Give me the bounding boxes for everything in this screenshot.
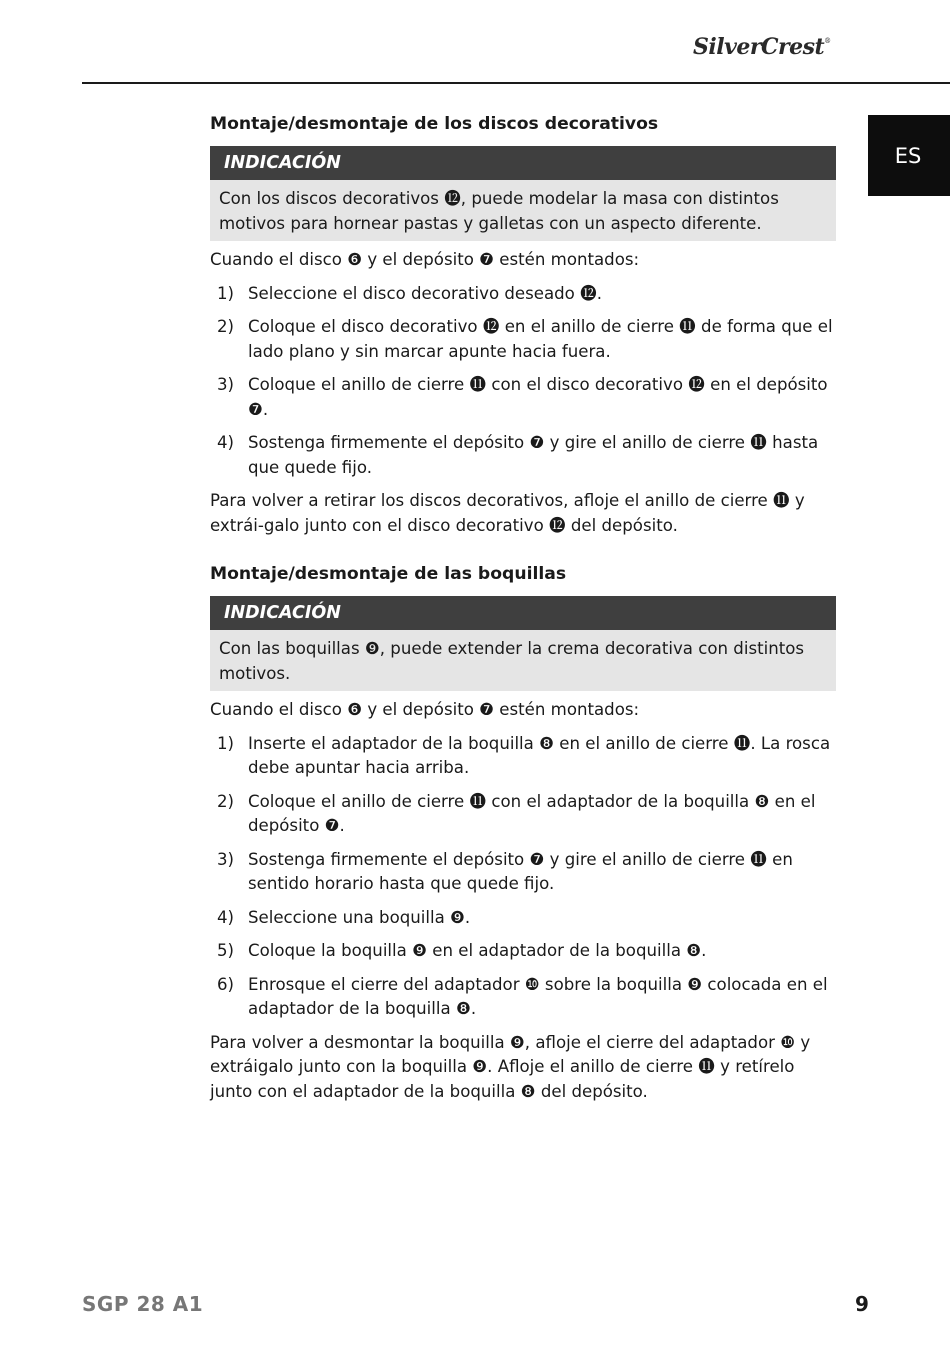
steps-list bbox=[210, 282, 836, 481]
list-item bbox=[210, 732, 836, 781]
step-text: Inserte el adaptador de la boquilla ❽ en el anillo de cierre ⓫. La rosca debe apuntar hacia arriba. bbox=[248, 733, 831, 777]
step-text: Sostenga firmemente el depósito ❼ y gire el anillo de cierre ⓫ hasta que quede fijo. bbox=[248, 433, 819, 477]
footer-page-number: 9 bbox=[855, 1292, 869, 1316]
step-number: 6) bbox=[217, 974, 235, 994]
list-item bbox=[210, 848, 836, 897]
note-box bbox=[210, 146, 836, 241]
section-title: Montaje/desmontaje de las boquillas bbox=[210, 564, 567, 584]
section-decorative-discs bbox=[210, 111, 836, 538]
note-text: Con las boquillas ❾, puede extender la crema decorativa con distintos motivos. bbox=[210, 630, 836, 691]
list-item bbox=[210, 939, 836, 964]
step-number: 2) bbox=[217, 791, 235, 811]
step-text: Coloque el disco decorativo ⓬ en el anillo de cierre ⓫ de forma que el lado plano y sin marcar apunte hacia fuera. bbox=[248, 317, 833, 361]
list-item bbox=[210, 431, 836, 480]
section-nozzles bbox=[210, 561, 836, 1104]
section-closing: Para volver a desmontar la boquilla ❾, afloje el cierre del adaptador ❿ y extráigalo junto con la boquilla ❾. Afloje el anillo de cierre ⓫ y retírelo junto con el adaptador de la boquilla ❽ del depósito. bbox=[210, 1032, 811, 1101]
step-number: 2) bbox=[217, 317, 235, 336]
brand-name: SilverCrest bbox=[693, 34, 825, 60]
section-title: Montaje/desmontaje de los discos decorativos bbox=[210, 114, 659, 134]
step-number: 5) bbox=[217, 941, 235, 960]
step-text: Coloque el anillo de cierre ⓫ con el disco decorativo ⓬ en el depósito ❼. bbox=[248, 375, 828, 419]
list-item bbox=[210, 373, 836, 422]
steps-list bbox=[210, 732, 836, 1022]
note-label: INDICACIÓN bbox=[210, 146, 836, 180]
list-item bbox=[210, 973, 836, 1022]
list-item bbox=[210, 282, 836, 307]
page-content bbox=[210, 111, 836, 1104]
note-label: INDICACIÓN bbox=[210, 596, 836, 630]
list-item bbox=[210, 790, 836, 839]
step-text: Seleccione el disco decorativo deseado ⓬. bbox=[248, 283, 602, 303]
language-tab: ES bbox=[868, 115, 950, 196]
section-closing: Para volver a retirar los discos decorativos, afloje el anillo de cierre ⓫ y extrái-galo junto con el disco decorativo ⓬ del depósito. bbox=[210, 491, 805, 535]
step-text: Coloque el anillo de cierre ⓫ con el adaptador de la boquilla ❽ en el depósito ❼. bbox=[248, 791, 816, 835]
note-box bbox=[210, 596, 836, 691]
step-text: Enrosque el cierre del adaptador ❿ sobre la boquilla ❾ colocada en el adaptador de la boquilla ❽. bbox=[248, 974, 828, 1018]
step-text: Seleccione una boquilla ❾. bbox=[248, 907, 471, 927]
step-text: Coloque la boquilla ❾ en el adaptador de la boquilla ❽. bbox=[248, 941, 707, 960]
steps-intro: Cuando el disco ❻ y el depósito ❼ estén montados: bbox=[210, 250, 640, 269]
step-number: 1) bbox=[217, 283, 235, 303]
step-number: 1) bbox=[217, 733, 235, 753]
step-number: 4) bbox=[217, 907, 235, 927]
step-number: 3) bbox=[217, 849, 235, 869]
step-text: Sostenga firmemente el depósito ❼ y gire el anillo de cierre ⓫ en sentido horario hasta que quede fijo. bbox=[248, 849, 793, 893]
step-number: 3) bbox=[217, 375, 235, 394]
steps-intro: Cuando el disco ❻ y el depósito ❼ estén montados: bbox=[210, 700, 640, 719]
header-divider bbox=[82, 82, 950, 84]
list-item bbox=[210, 315, 836, 364]
list-item bbox=[210, 906, 836, 931]
footer-model-number: SGP 28 A1 bbox=[82, 1292, 204, 1316]
brand-logo bbox=[693, 34, 831, 60]
note-text: Con los discos decorativos ⓬, puede modelar la masa con distintos motivos para hornear pastas y galletas con un aspecto diferente. bbox=[210, 180, 836, 241]
step-number: 4) bbox=[217, 433, 235, 452]
brand-registered-mark: ® bbox=[824, 37, 831, 45]
